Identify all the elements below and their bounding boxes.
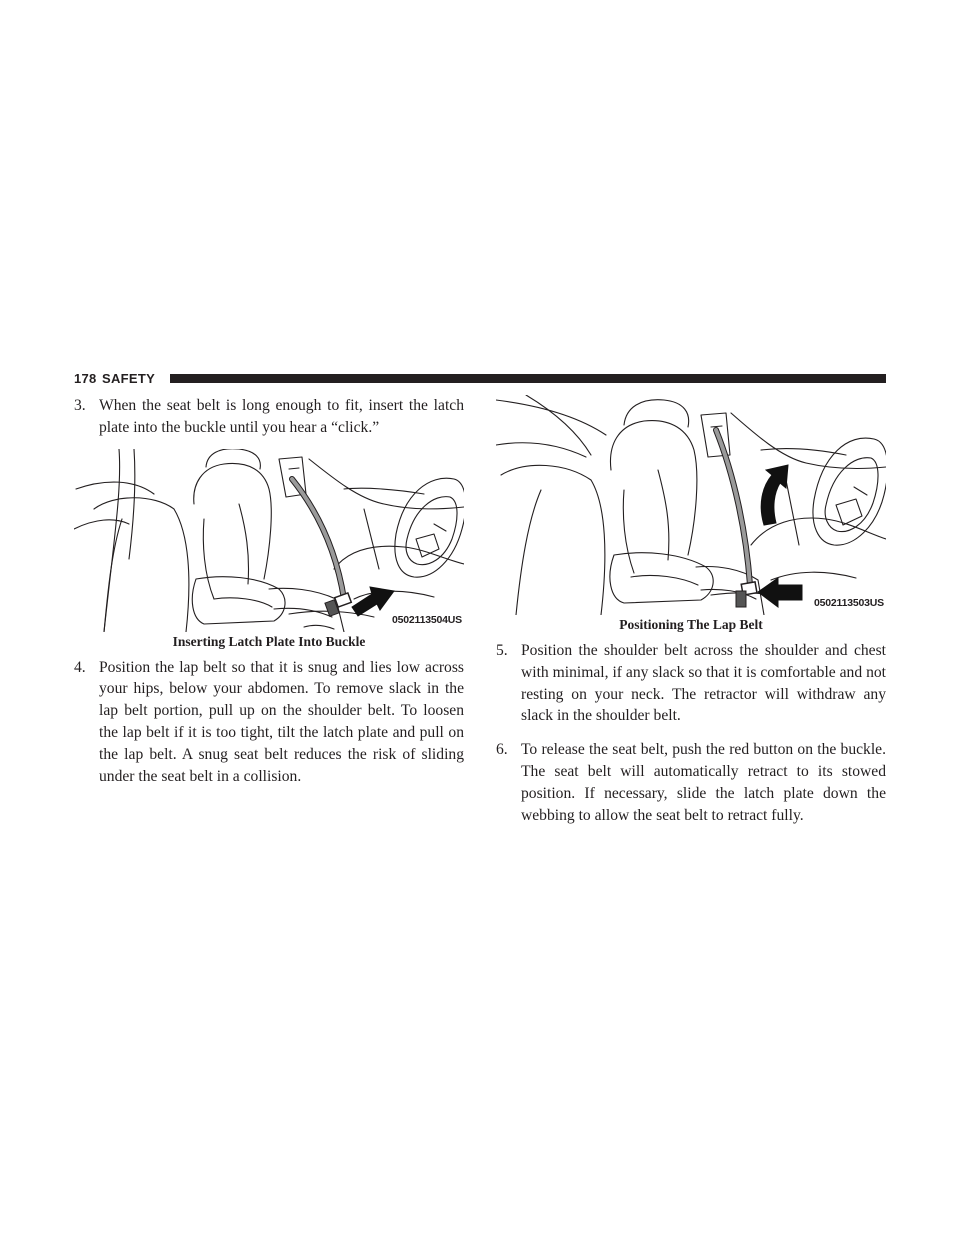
- step-4: [74, 657, 464, 788]
- step-number: 3.: [74, 397, 86, 414]
- right-column: [496, 395, 886, 826]
- figure-inserting-latch-plate: [74, 449, 464, 632]
- figure-positioning-lap-belt: [496, 395, 886, 615]
- figure-code: 0502113503US: [811, 593, 884, 615]
- step-3: [74, 395, 464, 439]
- figure-caption: Positioning The Lap Belt: [619, 617, 763, 632]
- page-number: 178: [74, 371, 97, 386]
- step-6: [496, 739, 886, 826]
- figure-caption: Inserting Latch Plate Into Buckle: [172, 633, 366, 649]
- step-number: 5.: [496, 642, 508, 659]
- step-text: To release the seat belt, push the red button on the buckle. The seat belt will automatically retract to its stowed position. If necessary, slide the latch plate down the webbing to allow the seat belt to retract fully.: [521, 741, 886, 824]
- left-column: [74, 395, 464, 787]
- figure-code: 0502113504US: [389, 610, 462, 632]
- seat-belt-buckle-illustration: [74, 449, 464, 632]
- step-number: 6.: [496, 741, 508, 759]
- lap-belt-illustration: [496, 395, 886, 615]
- page-header: [74, 371, 886, 387]
- step-text: When the seat belt is long enough to fit, insert the latch plate into the buckle until you hear a “click.”: [99, 397, 464, 436]
- section-title: SAFETY: [102, 371, 156, 386]
- header-rule: [170, 374, 886, 383]
- step-text: Position the shoulder belt across the shoulder and chest with minimal, if any slack so that it is comfortable and not resting on your neck. The retractor will withdraw any slack in the shoulder belt.: [521, 642, 886, 725]
- step-text: Position the lap belt so that it is snug and lies low across your hips, below your abdomen. To remove slack in the lap belt portion, pull up on the shoulder belt. To loosen the lap belt if it is too tight, tilt the latch plate and pull on the lap belt. A snug seat belt reduces the risk of sliding under the seat belt in a collision.: [99, 658, 464, 785]
- step-5: [496, 640, 886, 727]
- step-number: 4.: [74, 658, 86, 676]
